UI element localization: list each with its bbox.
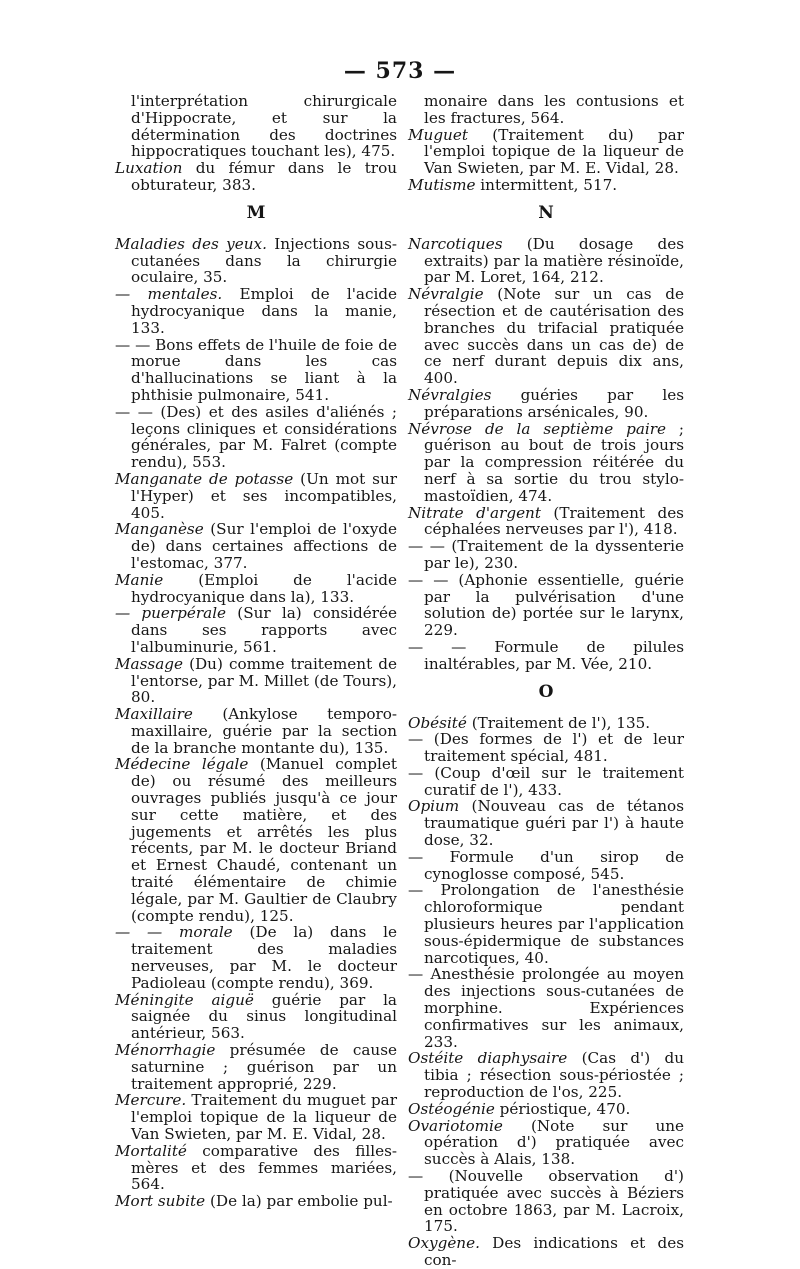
section-letter: O xyxy=(538,681,554,702)
index-entry xyxy=(115,337,397,404)
index-entry xyxy=(115,1193,397,1210)
index-entry xyxy=(115,1042,397,1092)
index-entry xyxy=(408,1118,684,1168)
index-entry xyxy=(408,93,684,127)
entry-text: — — Bons effets de l'huile de foie de morue dans les cas d'hallucinations se liant à la phthisie pulmonaire, 541. xyxy=(115,335,397,404)
entry-text: intermittent, 517. xyxy=(475,175,618,194)
entry-text: — — (Des) et des asiles d'aliénés ; leçons cliniques et considérations générales, par M. Falret (compte rendu), 553. xyxy=(115,402,397,472)
entry-text: guérie par la saignée du sinus longitudinal antérieur, 563. xyxy=(131,990,397,1043)
index-entry xyxy=(408,286,684,387)
index-entry xyxy=(408,538,684,572)
entry-heading: Narcotiques xyxy=(408,234,503,253)
index-entry xyxy=(408,731,684,765)
entry-heading: Mutisme xyxy=(408,175,476,194)
entry-text: guéries par les préparations arsénicales, 90. xyxy=(424,385,684,421)
entry-heading: Luxation xyxy=(115,159,183,178)
entry-heading: Mercure. xyxy=(115,1091,187,1110)
entry-heading: Obésité xyxy=(408,713,467,732)
index-entry xyxy=(115,756,397,924)
entry-text: comparative des filles-mères et des femmes mariées, 564. xyxy=(131,1141,397,1194)
entry-text: (Sur la) considérée dans ses rapports avec l'albuminurie, 561. xyxy=(131,604,397,656)
entry-text: (De la) par embolie pul- xyxy=(205,1192,393,1211)
index-entry xyxy=(408,715,684,732)
entry-heading: Névrose de la septième paire xyxy=(408,419,666,438)
entry-heading: Mort subite xyxy=(115,1192,206,1211)
entry-text: (Traitement de l'), 135. xyxy=(466,713,651,732)
entry-text: — Anesthésie prolongée au moyen des injections sous-cutanées de morphine. Expériences confirmatives sur les animaux, 233. xyxy=(408,965,684,1051)
index-entry xyxy=(408,505,684,539)
entry-text: (Sur l'emploi de l'oxyde de) dans certaines affections de l'estomac, 377. xyxy=(131,520,397,572)
entry-heading: Oxygène. xyxy=(408,1234,480,1253)
index-entry xyxy=(408,177,684,194)
entry-text: l'interprétation chirurgicale d'Hippocrate, et sur la détermination des doctrines hippocratiques touchant les), 475. xyxy=(131,92,397,161)
entry-text: (Emploi de l'acide hydrocyanique dans la), 133. xyxy=(131,570,397,606)
entry-text: — — (Traitement de la dyssenterie par le), 230. xyxy=(408,537,684,572)
entry-text: (Du dosage des extraits) par la matière résinoïde, par M. Loret, 164, 212. xyxy=(424,234,684,287)
index-entry xyxy=(408,127,684,177)
entry-heading: Névralgie xyxy=(408,285,484,304)
index-entry xyxy=(115,93,397,160)
entry-text: (Note sur un cas de résection et de cautérisation des branches du trifacial pratiquée avec succès dans un cas de) de ce nerf durant depuis dix ans, 400. xyxy=(424,285,684,388)
entry-heading: Maladies des yeux. xyxy=(115,234,267,253)
index-entry xyxy=(115,1092,397,1142)
index-entry xyxy=(408,387,684,421)
index-entry xyxy=(115,706,397,756)
entry-text: (Traitement du) par l'emploi topique de la liqueur de Van Swieten, par M. E. Vidal, 28. xyxy=(424,125,684,178)
index-entry xyxy=(408,798,684,848)
entry-heading: Manganate de potasse xyxy=(115,469,294,488)
index-entry xyxy=(408,421,684,505)
index-entry xyxy=(115,1143,397,1193)
entry-heading: Maxillaire xyxy=(115,705,193,724)
entry-text: — — (Aphonie essentielle, guérie par la pulvérisation d'une solution de) portée sur le larynx, 229. xyxy=(408,570,684,640)
entry-heading: Médecine légale xyxy=(115,755,249,774)
entry-text: — — Formule de pilules inaltérables, par M. Vée, 210. xyxy=(408,637,684,673)
entry-text: (Nouveau cas de tétanos traumatique guéri par l') à haute dose, 32. xyxy=(424,797,684,850)
entry-text: (Ankylose temporo-maxillaire, guérie par la section de la branche montante du), 135. xyxy=(131,705,397,757)
entry-heading: Massage xyxy=(115,654,183,673)
index-entry xyxy=(115,404,397,471)
index-entry xyxy=(408,849,684,883)
entry-heading: Nitrate d'argent xyxy=(408,503,541,522)
entry-text: (Du) comme traitement de l'entorse, par M. Millet (de Tours), 80. xyxy=(131,654,398,707)
index-entry xyxy=(408,1168,684,1235)
index-entry xyxy=(408,236,684,286)
entry-heading: Ostéite diaphysaire xyxy=(408,1049,568,1068)
entry-text: présumée de cause saturnine ; guérison par un traitement approprié, 229. xyxy=(131,1041,397,1093)
entry-text: du fémur dans le trou obturateur, 383. xyxy=(131,159,397,194)
entry-heading: Mortalité xyxy=(115,1141,187,1160)
index-entry xyxy=(115,992,397,1042)
entry-text: Emploi de l'acide hydrocyanique dans la manie, 133. xyxy=(131,285,398,337)
entry-text: (Note sur une opération d') pratiquée avec succès à Alais, 138. xyxy=(424,1116,684,1169)
index-entry xyxy=(408,572,684,639)
entry-text: ; guérison au bout de trois jours par la compression réitérée du nerf à sa sortie du trou stylo-mastoïdien, 474. xyxy=(424,419,684,505)
section-letter: M xyxy=(246,202,266,223)
entry-heading: — puerpérale xyxy=(115,604,227,623)
index-entry xyxy=(408,966,684,1050)
entry-text: (Manuel complet de) ou résumé des meilleurs ouvrages publiés jusqu'à ce jour sur cette matière, et des jugements et arrêtés les plus récents, par M. le docteur Briand et Ernest Chaudé, contenant un traité élémentaire de chimie légale, par M. Gaultier de Claubry (compte rendu), 125. xyxy=(131,755,397,925)
entry-text: monaire dans les contusions et les fractures, 564. xyxy=(424,92,684,127)
index-entry xyxy=(115,924,397,991)
section-letter: N xyxy=(538,202,554,223)
entry-text: — Prolongation de l'anesthésie chloroformique pendant plusieurs heures par l'application sous-épidermique de substances narcotiques, 40. xyxy=(408,881,684,967)
entry-text: (De la) dans le traitement des maladies nerveuses, par M. le docteur Padioleau (compte rendu), 369. xyxy=(131,923,397,992)
entry-text: — Formule d'un sirop de cynoglosse composé, 545. xyxy=(408,847,684,883)
index-entry xyxy=(408,1235,684,1269)
entry-text: (Cas d') du tibia ; résection sous-périostée ; reproduction de l'os, 225. xyxy=(424,1049,684,1102)
index-entry xyxy=(115,572,397,606)
index-entry xyxy=(115,160,397,194)
entry-heading: Ostéogénie xyxy=(408,1099,495,1118)
index-entry xyxy=(115,236,397,286)
entry-text: périostique, 470. xyxy=(494,1099,631,1118)
entry-heading: Névralgies xyxy=(408,385,492,404)
index-entry xyxy=(408,765,684,799)
entry-text: (Traitement des céphalées nerveuses par l'), 418. xyxy=(424,503,684,539)
entry-heading: — — morale xyxy=(115,923,233,942)
entry-heading: Muguet xyxy=(408,125,468,144)
page-number: — 573 — xyxy=(343,58,457,84)
index-entry xyxy=(408,1101,684,1118)
right-column xyxy=(408,93,684,1269)
entry-heading: Manganèse xyxy=(115,520,204,539)
index-entry xyxy=(115,471,397,521)
entry-heading: Ménorrhagie xyxy=(115,1041,216,1060)
entry-text: Injections sous-cutanées dans la chirurgie oculaire, 35. xyxy=(131,234,397,287)
entry-text: Des indications et des con- xyxy=(424,1234,684,1269)
entry-heading: Méningite aiguë xyxy=(115,990,254,1009)
entry-text: — (Des formes de l') et de leur traitement spécial, 481. xyxy=(408,730,684,766)
index-entry xyxy=(408,639,684,673)
index-entry xyxy=(408,882,684,966)
index-entry xyxy=(115,605,397,655)
index-entry xyxy=(115,286,397,336)
entry-text: — (Coup d'œil sur le traitement curatif de l'), 433. xyxy=(408,763,684,799)
entry-text: Traitement du muguet par l'emploi topique de la liqueur de Van Swieten, par M. E. Vidal, 28. xyxy=(131,1091,397,1144)
left-column xyxy=(115,93,397,1210)
entry-heading: — mentales. xyxy=(115,285,223,304)
entry-text: (Un mot sur l'Hyper) et ses incompatibles, 405. xyxy=(131,469,397,522)
entry-heading: Manie xyxy=(115,570,164,589)
entry-heading: Opium xyxy=(408,797,460,816)
index-entry xyxy=(115,656,397,706)
index-entry xyxy=(408,1050,684,1100)
index-entry xyxy=(115,521,397,571)
entry-heading: Ovariotomie xyxy=(408,1116,503,1135)
entry-text: — (Nouvelle observation d') pratiquée avec succès à Béziers en octobre 1863, par M. Lacroix, 175. xyxy=(408,1167,684,1236)
